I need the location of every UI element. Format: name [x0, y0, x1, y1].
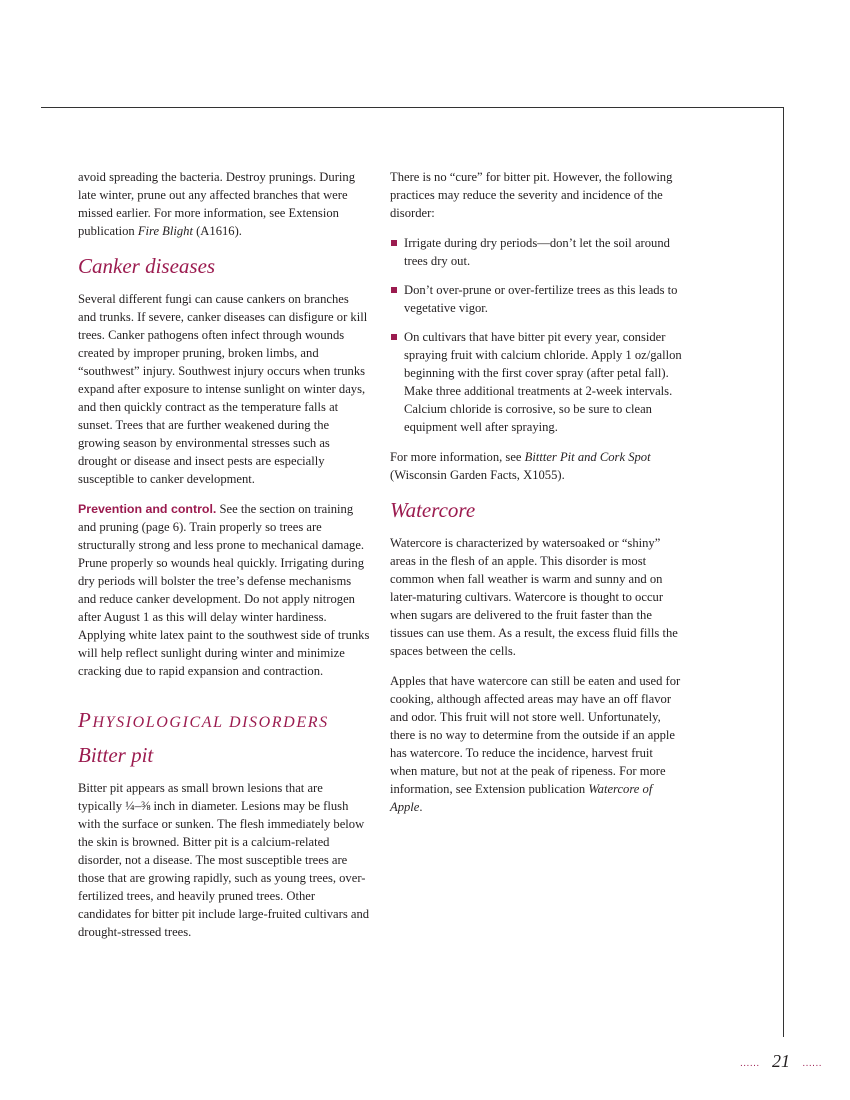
bitter-pit-practices-list [390, 234, 682, 436]
bitter-pit-publication-title: Bittter Pit and Cork Spot [524, 450, 651, 464]
bitter-pit-intro-paragraph: There is no “cure” for bitter pit. However, the following practices may reduce the severity and incidence of the disorder: [390, 170, 673, 220]
watercore-publication-title: Watercore of Apple [390, 782, 653, 814]
page-number-footer [740, 1052, 822, 1070]
list-item: Don’t over-prune or over-fertilize trees as this leads to vegetative vigor. [390, 281, 682, 317]
canker-diseases-paragraph: Several different fungi can cause cankers on branches and trunks. If severe, canker diseases can disfigure or kill trees. Canker pathogens often infect through wounds created by improper pruning, broken limbs, and “southwest” injury. Southwest injury occurs when trunks expand after exposure to intense sunlight on winter days, and then quickly contract as the temperature falls at sunset. Trees that are further weakened during the growing season by environmental stresses such as drought or disease and insect pests are especially susceptible to canker development. [78, 292, 368, 486]
left-column [78, 168, 370, 953]
page-right-rule [783, 107, 784, 1037]
bitter-pit-heading: Bitter pit [78, 743, 154, 767]
bitter-pit-paragraph: Bitter pit appears as small brown lesions that are typically ¼–⅜ inch in diameter. Lesions may be flush with the surface or sunken. The flesh immediately below the skin is browned. Bitter pit is a calcium-related disorder, not a disease. The most susceptible trees are those that are growing rapidly, such as young trees, over-fertilized trees, and heavily pruned trees. Other candidates for bitter pit include large-fruited cultivars and drought-stressed trees. [78, 781, 370, 939]
watercore-heading: Watercore [390, 498, 476, 522]
more-info-paragraph: For more information, see Bittter Pit and Cork Spot (Wisconsin Garden Facts, X1055). [390, 450, 651, 482]
canker-diseases-heading: Canker diseases [78, 254, 216, 278]
prevention-control-paragraph: Prevention and control. See the section on training and pruning (page 6). Train properly so trees are structurally strong and less prone to mechanical damage. Prune properly so wounds heal quickly. Irrigating during dry periods will bolster the tree’s defense mechanisms and reduce canker development. Do not apply nitrogen after August 1 as this will delay winter hardiness. Applying white latex paint to the southwest side of trunks will help reflect sunlight during winter and minimize cracking due to rapid expansion and contraction. [78, 502, 370, 678]
physiological-disorders-heading: PHYSIOLOGICAL DISORDERS [78, 708, 329, 732]
list-item: On cultivars that have bitter pit every year, consider spraying fruit with calcium chloride. Apply 1 oz/gallon beginning with the first cover spray (after petal fall). Make three additional treatments at 2-week intervals. Calcium chloride is corrosive, so be sure to clean equipment well after spraying. [390, 328, 682, 436]
fire-blight-paragraph: avoid spreading the bacteria. Destroy prunings. During late winter, prune out any affected branches that were missed earlier. For more information, see Extension publication Fire Blight (A1616). [78, 170, 355, 238]
watercore-paragraph-1: Watercore is characterized by watersoaked or “shiny” areas in the flesh of an apple. This disorder is most common when fall weather is warm and sunny and on later-maturing cultivars. Watercore is thought to occur when sugars are delivered to the fruit faster than the tissues can use them. As a result, the excess fluid fills the spaces between the cells. [390, 536, 678, 658]
page-top-rule [41, 107, 784, 108]
folio-dots-right: ...... [802, 1058, 822, 1069]
square-bullet-icon [391, 334, 397, 340]
folio-dots-left: ...... [740, 1058, 760, 1069]
square-bullet-icon [391, 287, 397, 293]
page-number: 21 [772, 1051, 790, 1071]
right-column [390, 168, 682, 828]
square-bullet-icon [391, 240, 397, 246]
prevention-control-label: Prevention and control. [78, 502, 217, 516]
list-item: Irrigate during dry periods—don’t let the soil around trees dry out. [390, 234, 682, 270]
fire-blight-publication-title: Fire Blight [137, 224, 193, 238]
watercore-paragraph-2: Apples that have watercore can still be eaten and used for cooking, although affected areas may have an off flavor and odor. This fruit will not store well. Unfortunately, there is no way to determine from the outside if an apple has watercore. To reduce the incidence, harvest fruit when mature, but not at the peak of ripeness. For more information, see Extension publication Watercore of Apple. [390, 674, 681, 814]
